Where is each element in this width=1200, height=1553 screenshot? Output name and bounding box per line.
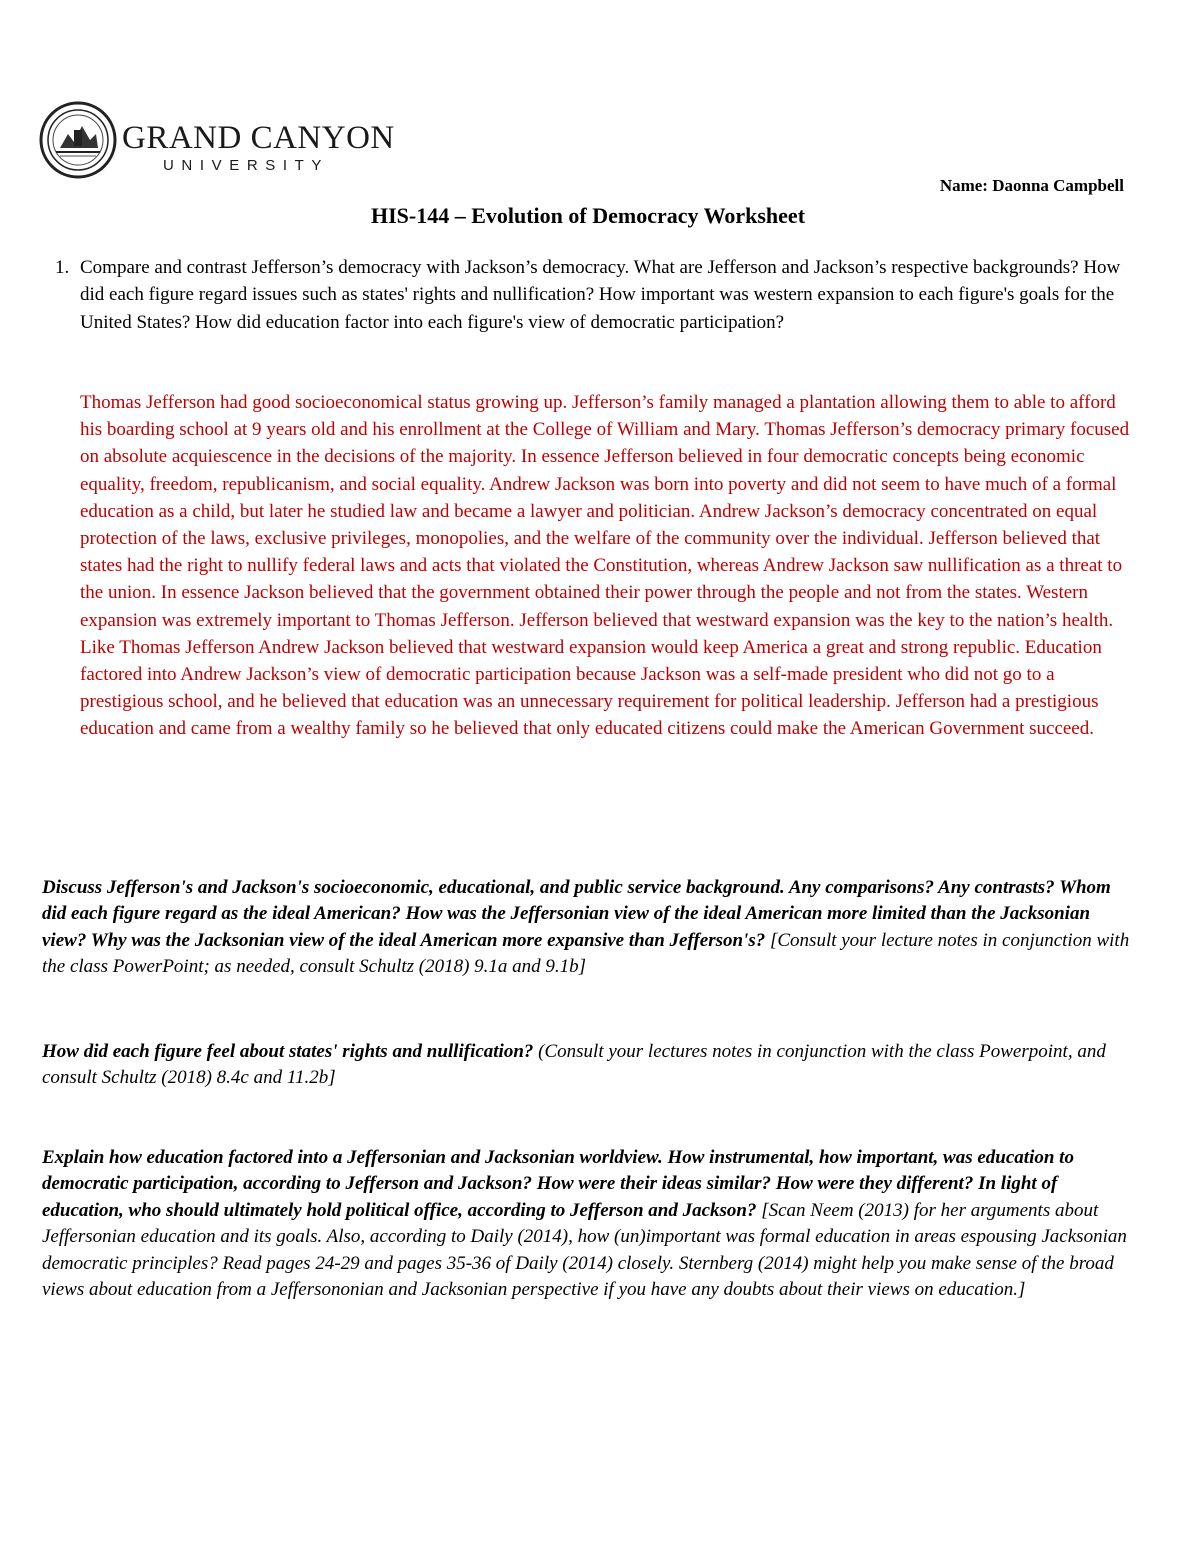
prompt-question: Discuss Jefferson's and Jackson's socioeconomic, educational, and public service background. Any comparisons? Any contrasts? Whom did each figure regard as the ideal American? How was the Jeffersonian view of the ideal American more limited than the Jacksonian view? Why was the Jacksonian view of the ideal American more expansive than Jefferson's?: [42, 877, 1111, 951]
university-logo: [38, 96, 398, 186]
prompt-states-rights: [42, 1039, 1132, 1092]
prompt-question: Explain how education factored into a Jeffersonian and Jacksonian worldview. How instrumental, how important, was education to democratic participation, according to Jefferson and Jackson? How were their ideas similar? How were they different? In light of education, who should ultimately hold political office, according to Jefferson and Jackson?: [42, 1147, 1074, 1221]
answer-text: Thomas Jefferson had good socioeconomical status growing up. Jefferson’s family managed a plantation allowing them to able to afford his boarding school at 9 years old and his enrollment at the College of William and Mary. Thomas Jefferson’s democracy primary focused on absolute acquiescence in the decisions of the majority. In essence Jefferson believed in four democratic concepts being economic equality, freedom, republicanism, and social equality. Andrew Jackson was born into poverty and did not seem to have much of a formal education as a child, but later he studied law and became a lawyer and politician. Andrew Jackson’s democracy concentrated on equal protection of the laws, exclusive privileges, monopolies, and the welfare of the community over the individual. Jefferson believed that states had the right to nullify federal laws and acts that violated the Constitution, whereas Andrew Jackson saw nullification as a threat to the union. In essence Jackson believed that the government obtained their power through the people and not from the states. Western expansion was extremely important to Thomas Jefferson. Jefferson believed that westward expansion was the key to the nation’s health. Like Thomas Jefferson Andrew Jackson believed that westward expansion would keep America a great and strong republic. Education factored into Andrew Jackson’s view of democratic participation because Jackson was a self-made president who did not go to a prestigious school, and he believed that education was an unnecessary requirement for political leadership. Jefferson had a prestigious education and came from a wealthy family so he believed that only educated citizens could make the American Government succeed.: [80, 392, 1130, 740]
prompt-background: [42, 875, 1132, 981]
prompt-note: (Consult your lectures notes in conjunction with the class Powerpoint, and consult Schultz (2018) 8.4c and 11.2b]: [42, 1041, 1106, 1089]
university-seal-icon: [38, 96, 118, 184]
prompt-education: [42, 1145, 1132, 1303]
question-1: [55, 254, 1125, 336]
student-name: Name: Daonna Campbell: [939, 176, 1124, 195]
prompt-note: [Consult your lecture notes in conjunction with the class PowerPoint; as needed, consult Schultz (2018) 9.1a and 9.1b]: [42, 929, 1130, 978]
prompt-note: [Scan Neem (2013) for her arguments about Jeffersonian education and its goals. Also, according to Daily (2014), how (un)important was formal education in areas espousing Jacksonian democratic principles? Read pages 24-29 and pages 35-36 of Daily (2014) closely. Sternberg (2014) might help you make sense of the broad views about education from a Jeffersononian and Jacksonian perspective if you have any doubts about their views on education.]: [42, 1199, 1127, 1301]
question-number: 1.: [55, 257, 70, 278]
logo-wordmark: GRAND CANYON: [122, 120, 395, 156]
prompt-question: How did each figure feel about states' rights and nullification?: [42, 1041, 534, 1062]
page-title: HIS-144 – Evolution of Democracy Worksheet: [370, 203, 806, 228]
question-text: Compare and contrast Jefferson’s democracy with Jackson’s democracy. What are Jefferson and Jackson’s respective backgrounds? How did each figure regard issues such as states' rights and nullification? How important was western expansion to each figure's goals for the United States? How did education factor into each figure's view of democratic participation?: [80, 257, 1121, 333]
logo-subtitle: UNIVERSITY: [163, 157, 330, 174]
